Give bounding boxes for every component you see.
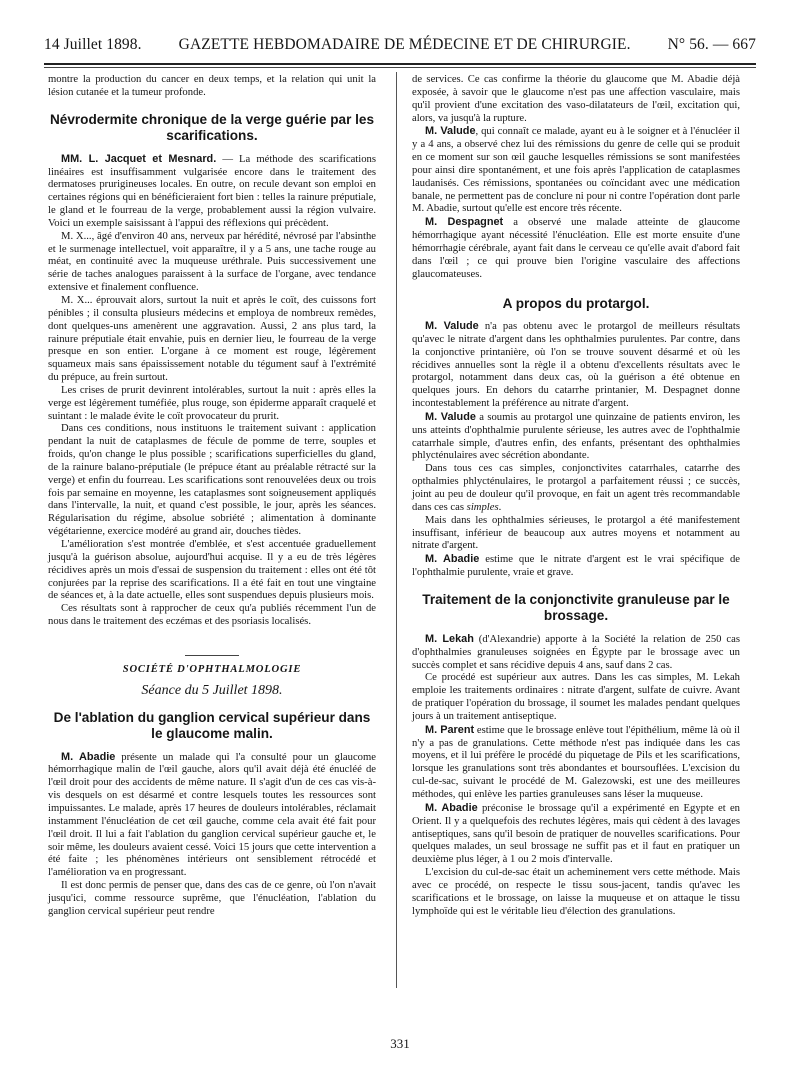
- article-paragraph: Dans ces conditions, nous instituons le traitement suivant : application pendant la nuit de cataplasmes de fécule de pomme de terre, souples et froids, qu'on change le plus possible ; scarifications superficielles du gland, de la rainure balano-préputiale (le prépuce étant au préalable rétracté sur la verge) et enfin du fourreau. Les scarifications sont renouvelées deux ou trois fois par semaine en moyenne, les cataplasmes sont soigneusement appliqués dans l'intervalle, la nuit, et quand c'est possible, le jour, après les séances. Régularisation du régime, absolue sobriété ; alimentation à dominante végétarienne, exercice modéré au grand air, douches tièdes.: [48, 423, 376, 538]
- speaker-name: M. Valude: [425, 125, 476, 138]
- article-authors: MM. L. Jacquet et Mesnard.: [61, 152, 217, 165]
- paragraph-text: — La méthode des scarifications linéaires est insuffisamment vulgarisée encore dans le traitement des dermatoses prurigineuses locales. En outre, on recule devant son emploi en certaines régions qui en bénéficieraient fort bien : telles la rainure préputiale, le gland et le fourreau de la verge, probablement aussi la région vulvaire. Voici un exemple saisissant à l'appui des réflexions qui précèdent.: [48, 153, 377, 229]
- article-paragraph: [412, 463, 740, 514]
- running-head: [44, 36, 756, 62]
- column-divider: [396, 72, 397, 988]
- article-paragraph: Ces résultats sont à rapprocher de ceux qu'a publiés récemment l'un de nous dans le traitement des eczémas et des psoriasis localisés.: [48, 603, 376, 628]
- header-date: 14 Juillet 1898.: [44, 36, 142, 53]
- paragraph-text: estime que le nitrate d'argent est le vrai spécifique de l'ophthalmie purulente, vraie et grave.: [412, 554, 740, 579]
- paragraph-text: .: [498, 501, 502, 513]
- header-journal-title: GAZETTE HEBDOMADAIRE DE MÉDECINE ET DE CHIRURGIE.: [178, 36, 631, 53]
- paragraph-text: (d'Alexandrie) apporte à la Société la relation de 250 cas d'ophthalmies granuleuses soignées en Égypte par le brossage avec un succès complet et sans récidive depuis 4 ans, sauf dans 2 cas.: [412, 633, 740, 671]
- article-paragraph: [412, 802, 740, 867]
- article-paragraph: [412, 553, 740, 580]
- speaker-name: M. Abadie: [425, 801, 478, 814]
- speaker-name: M. Despagnet: [425, 216, 504, 229]
- article-title-nevrodermite: Névrodermite chronique de la verge guérie par les scarifications.: [49, 111, 375, 144]
- article-paragraph: [412, 724, 740, 802]
- paragraph-text: préconise le brossage qu'il a expérimenté en Egypte et en Orient. Il y a quelquefois des rechutes légères, mais qui cèdent à des lavages antiseptiques, sans qu'il besoin de pratiquer de nouvelles scarifications. Pour quelques malades, un seul brossage ne suffit pas et il faut en pratiquer un deuxième plus léger, à 1 ou 2 mois d'intervalle.: [412, 802, 741, 866]
- speaker-name: M. Lekah: [425, 632, 474, 645]
- header-rule-thin: [44, 67, 756, 68]
- speaker-name: M. Valude: [425, 320, 479, 332]
- speaker-name: M. Parent: [425, 723, 475, 736]
- article-paragraph: M. X... éprouvait alors, surtout la nuit et après le coït, des cuissons fort pénibles ; il consulta plusieurs médecins et employa de nombreux remèdes, dont quelques-uns amenèrent une aggravation. Aussi, 2 ans plus tard, la rainure préputiale était envahie, puis en dernier lieu, le fourreau de la verge presque en son entier. L'organe à ce moment est rouge, légèrement squameux mais sans épaississement notable du tégument sauf à l'extrémité du prépuce, au frein surtout.: [48, 294, 376, 384]
- article-paragraph: Il est donc permis de penser que, dans des cas de ce genre, où l'on n'avait jusqu'ici, comme ressource suprême, que l'énucléation, l'ablation du ganglion cervical supérieur peut rendre: [48, 880, 376, 917]
- article-paragraph: [412, 411, 740, 463]
- section-separator: [185, 655, 239, 656]
- speaker-name: M. Abadie: [61, 750, 116, 763]
- article-paragraph: L'excision du cul-de-sac était un acheminement vers cette méthode. Mais avec ce procédé, on respecte le tissu sous-jacent, tandis qu'avec les scarifications et le brossage, on laisse la muqueuse et on attaque le tissu lymphoïde qui est le véritable lieu d'élection des granulations.: [412, 867, 740, 917]
- paragraph-text: Dans tous ces cas simples, conjonctivites catarrhales, catarrhe des opthalmies phlycténulaires, le protargol a parfaitement réussi ; ce succès, joint au peu de douleur qu'il provoque, en fait un agent très recommandable dans ces cas: [412, 463, 740, 513]
- header-issue-page: N° 56. — 667: [667, 36, 756, 53]
- paragraph-text: a soumis au protargol une quinzaine de patients environ, les uns atteints d'ophthalmie purulente sérieuse, les autres avec de l'ophthalmie catarrhale simple, d'autres enfin, des enfants, présentant des ophthalmies phlycténulaires avec sécrétion abondante.: [412, 411, 740, 462]
- right-column: [412, 74, 740, 918]
- paragraph-text: a observé une malade atteinte de glaucome hémorrhagique ayant nécessité l'énucléation. Elle est morte ensuite d'une hémorrhagie cérébrale, ayant fait dans le cerveau ce qu'elle avait d'abord fait dans l'œil ; ce qui prouve bien l'origine vasculaire des affections glaucomateuses.: [412, 217, 740, 280]
- article-title-ganglion: De l'ablation du ganglion cervical supérieur dans le glaucome malin.: [53, 709, 371, 742]
- article-paragraph: M. X..., âgé d'environ 40 ans, nerveux par hérédité, névrosé par l'absinthe et le surmenage intellectuel, voit apparaître, il y a 5 ans, une tache rouge au méat, en continuité avec la muqueuse uréthrale. Puis successivement une série de taches analogues paraissent à la surface de l'organe, avec tendance extensive et finalement confluence.: [48, 230, 376, 294]
- seance-date: Séance du 5 Juillet 1898.: [141, 682, 283, 698]
- paragraph-text: n'a pas obtenu avec le protargol de meilleurs résultats qu'avec le nitrate d'argent dans les ophthalmies purulentes. Par contre, dans la conjonctive printanière, où l'on se trouve souvent désarmé et où les récidives annuelles sont la règle il a obtenu d'excellents résultats avec le protargol, notamment dans deux cas, où la guérison a été obtenue en quelques jours. En dehors du catarrhe printanier, M. Despagnet donne incontestablement la préférence au nitrate d'argent.: [412, 321, 741, 410]
- article-paragraph: [412, 633, 740, 673]
- article-paragraph: [48, 751, 376, 880]
- article-paragraph: [412, 125, 740, 216]
- article-paragraph: de services. Ce cas confirme la théorie du glaucome que M. Abadie déjà exposée, à savoir que le glaucome n'est pas une affection vasculaire, mais qu'il provient d'une excitation des vaso-dilatateurs de l'œil, excitation qui, alors, va jusqu'à la rupture.: [412, 74, 740, 124]
- intro-paragraph: montre la production du cancer en deux temps, et la relation qui unit la lésion cutanée et la tumeur profonde.: [48, 74, 376, 98]
- article-paragraph: [412, 320, 740, 411]
- society-heading: SOCIÉTÉ D'OPHTHALMOLOGIE: [122, 663, 302, 675]
- paragraph-text: estime que le brossage enlève tout l'épithélium, même là où il n'y a pas de granulations. Cette méthode n'est pas indiquée dans les cas moyens, et il lui préfère le procédé du piquetage de Pils et les scarifications, lorsque les granulations sont très abondantes et boursouflées. L'excision du cul-de-sac, suivant le procédé de M. Galezowski, est une des meilleures méthodes, qui enlève les parties granuleuses sans léser la muqueuse.: [412, 724, 740, 800]
- speaker-name: M. Abadie: [425, 553, 480, 566]
- article-paragraph: Mais dans les ophthalmies sérieuses, le protargol a été manifestement insuffisant, inférieur de beaucoup aux autres moyens et notamment au nitrate d'argent.: [412, 514, 740, 552]
- article-paragraph: [412, 216, 740, 281]
- page-number: 331: [390, 1036, 410, 1051]
- article-paragraph: L'amélioration s'est montrée d'emblée, et s'est accentuée graduellement jusqu'à la guérison absolue, aujourd'hui acquise. Il y a eu de très légères récidives après un mois d'essai de suspension du traitement : elles ont été tôt conjurées par la reprise des scarifications. Il a été fait en tout une vingtaine de séances et, à la date actuelle, elles sont suspendues depuis plusieurs mois.: [48, 539, 376, 602]
- article-title-protargol: A propos du protargol.: [502, 295, 650, 311]
- article-paragraph: Ce procédé est supérieur aux autres. Dans les cas simples, M. Lekah emploie les traitements ordinaires : nitrate d'argent, sulfate de cuivre. Avant de pratiquer l'opération du brossage, il soumet les malades pendant quelques jours à un traitement antiseptique.: [412, 672, 740, 722]
- paragraph-text: , qui connaît ce malade, ayant eu à le soigner et à l'énucléer il y a 4 ans, a observé chez lui des rémissions du genre de celle qui se produit en ce moment sur son œil gauche lesquelles rémissions se sont manifestées pour ainsi dire spontanément, et une fois après l'application de cataplasmes laudanisés. Ces rémissions, spontanées ou coïncidant avec une médication banale, ne permettent pas de conclure ni pour ni contre l'opération dont parle M. Abadie, surtout qu'elle est encore très récente.: [412, 126, 740, 215]
- speaker-name: M. Valude: [425, 410, 476, 423]
- article-paragraph: [48, 153, 376, 231]
- article-title-brossage: Traitement de la conjonctivite granuleuse par le brossage.: [422, 591, 730, 624]
- header-rule-thick: [44, 63, 756, 65]
- article-paragraph: Les crises de prurit devinrent intolérables, surtout la nuit : après elles la verge est légèrement tuméfiée, plus rouge, son épiderme apparaît craquelé et suintant : le malade évite le coït provocateur du prurit.: [48, 384, 376, 422]
- paragraph-text: présente un malade qui l'a consulté pour un glaucome hémorrhagique malin de l'œil gauche, alors qu'il avait déjà été énucléé de l'œil droit pour des accidents de même nature. Il s'agit d'un de ces cas vis-à-vis desquels on est désarmé et contre lesquels toutes les ressources sont impuissantes. Le malade, après 17 heures de douleurs intolérables, réclamait instamment l'énucléation de cet œil gauche, comme cela avait été fait pour l'œil droit. Il lui a fait l'ablation du ganglion cervical supérieur gauche et, le soir même, les douleurs avaient cessé. Voici 15 jours que cette intervention a été faite ; les phénomènes intérieurs ont sensiblement rétrocédé et l'amélioration va en progressant.: [48, 751, 377, 879]
- left-column: [48, 74, 376, 919]
- italic-word: simples: [466, 501, 499, 513]
